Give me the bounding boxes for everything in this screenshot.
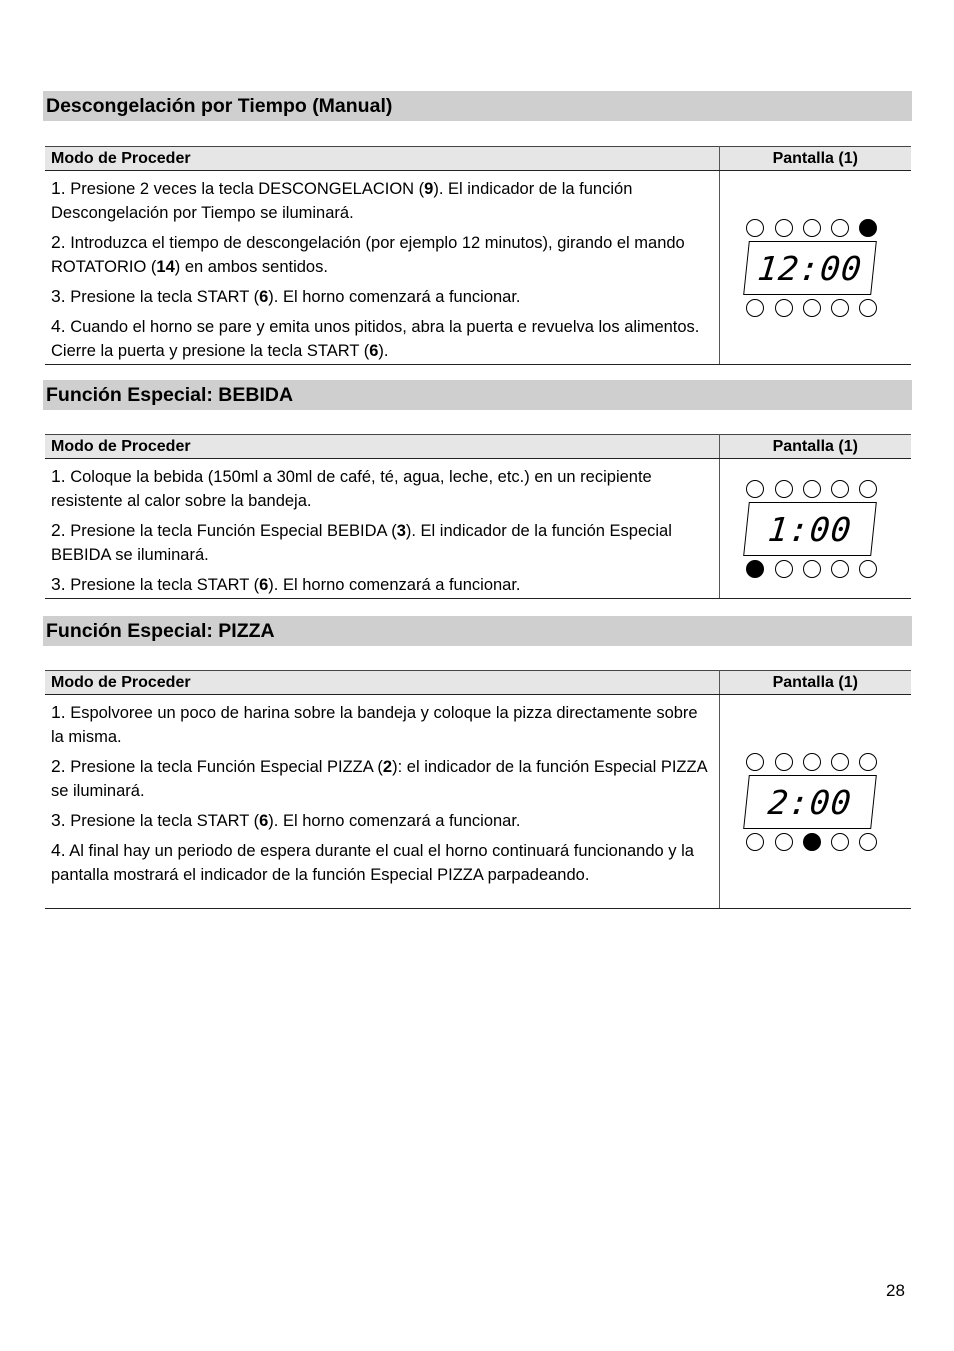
indicator-off: [775, 833, 793, 851]
indicator-on: [746, 560, 764, 578]
procedure-table: [45, 146, 911, 365]
step-item: 2. Introduzca el tiempo de descongelación (por ejemplo 12 minutos), girando el mando ROTATORIO (14) en ambos sentidos.: [51, 232, 685, 276]
indicator-off: [859, 560, 877, 578]
top-indicators: [746, 753, 877, 771]
bottom-indicators: [746, 560, 877, 578]
time-screen: 2:00: [743, 775, 877, 829]
indicator-off: [859, 480, 877, 498]
step-item: 4. Al final hay un periodo de espera durante el cual el horno continuará funcionando y la pantalla mostrará el indicador de la función Especial PIZZA parpadeando.: [51, 840, 694, 884]
oven-display-panel: [746, 480, 884, 578]
indicator-off: [831, 299, 849, 317]
indicator-off: [746, 480, 764, 498]
steps-cell: [45, 459, 719, 599]
indicator-on: [859, 219, 877, 237]
section-title: Función Especial: BEBIDA: [43, 380, 912, 410]
indicator-off: [775, 480, 793, 498]
step-item: 2. Presione la tecla Función Especial PIZZA (2): el indicador de la función Especial PIZZA se iluminará.: [51, 756, 707, 800]
section-title: Descongelación por Tiempo (Manual): [43, 91, 912, 121]
col-header-procedure: Modo de Proceder: [45, 671, 719, 695]
bottom-indicators: [746, 833, 877, 851]
step-item: 3. Presione la tecla START (6). El horno comenzará a funcionar.: [51, 810, 521, 830]
time-screen: 12:00: [743, 241, 877, 295]
indicator-off: [831, 219, 849, 237]
indicator-off: [803, 560, 821, 578]
indicator-off: [859, 753, 877, 771]
indicator-off: [803, 299, 821, 317]
section-title: Función Especial: PIZZA: [43, 616, 912, 646]
indicator-off: [831, 560, 849, 578]
indicator-off: [746, 219, 764, 237]
indicator-off: [775, 560, 793, 578]
indicator-off: [859, 833, 877, 851]
step-item: 2. Presione la tecla Función Especial BEBIDA (3). El indicador de la función Especial BEBIDA se iluminará.: [51, 520, 672, 564]
oven-display-panel: [746, 753, 884, 851]
step-item: 1. Presione 2 veces la tecla DESCONGELACION (9). El indicador de la función Descongelación por Tiempo se iluminará.: [51, 178, 633, 222]
top-indicators: [746, 219, 877, 237]
step-item: 3. Presione la tecla START (6). El horno comenzará a funcionar.: [51, 574, 521, 594]
indicator-off: [859, 299, 877, 317]
indicator-off: [775, 219, 793, 237]
section-drink: [43, 380, 912, 594]
indicator-off: [803, 219, 821, 237]
indicator-on: [803, 833, 821, 851]
step-item: 1. Coloque la bebida (150ml a 30ml de café, té, agua, leche, etc.) en un recipiente resistente al calor sobre la bandeja.: [51, 466, 652, 510]
top-indicators: [746, 480, 877, 498]
steps-cell: [45, 171, 719, 365]
display-cell: [719, 459, 911, 599]
indicator-off: [775, 753, 793, 771]
indicator-off: [746, 753, 764, 771]
indicator-off: [831, 753, 849, 771]
oven-display-panel: [746, 219, 884, 317]
indicator-off: [831, 833, 849, 851]
col-header-display: Pantalla (1): [719, 671, 911, 695]
indicator-off: [775, 299, 793, 317]
section-pizza: [43, 616, 912, 884]
indicator-off: [746, 299, 764, 317]
display-cell: [719, 695, 911, 909]
bottom-indicators: [746, 299, 877, 317]
step-item: 1. Espolvoree un poco de harina sobre la bandeja y coloque la pizza directamente sobre la misma.: [51, 702, 698, 746]
col-header-display: Pantalla (1): [719, 147, 911, 171]
indicator-off: [746, 833, 764, 851]
page-number: 28: [886, 1281, 905, 1300]
col-header-procedure: Modo de Proceder: [45, 147, 719, 171]
indicator-off: [803, 480, 821, 498]
step-item: 3. Presione la tecla START (6). El horno comenzará a funcionar.: [51, 286, 521, 306]
procedure-table: [45, 434, 911, 599]
indicator-off: [831, 480, 849, 498]
step-item: 4. Cuando el horno se pare y emita unos pitidos, abra la puerta e revuelva los alimentos. Cierre la puerta y presione la tecla START (6).: [51, 316, 700, 360]
indicator-off: [803, 753, 821, 771]
section-defrost-time: [43, 91, 912, 360]
col-header-display: Pantalla (1): [719, 435, 911, 459]
display-cell: [719, 171, 911, 365]
steps-cell: [45, 695, 719, 909]
col-header-procedure: Modo de Proceder: [45, 435, 719, 459]
time-screen: 1:00: [743, 502, 877, 556]
procedure-table: [45, 670, 911, 909]
